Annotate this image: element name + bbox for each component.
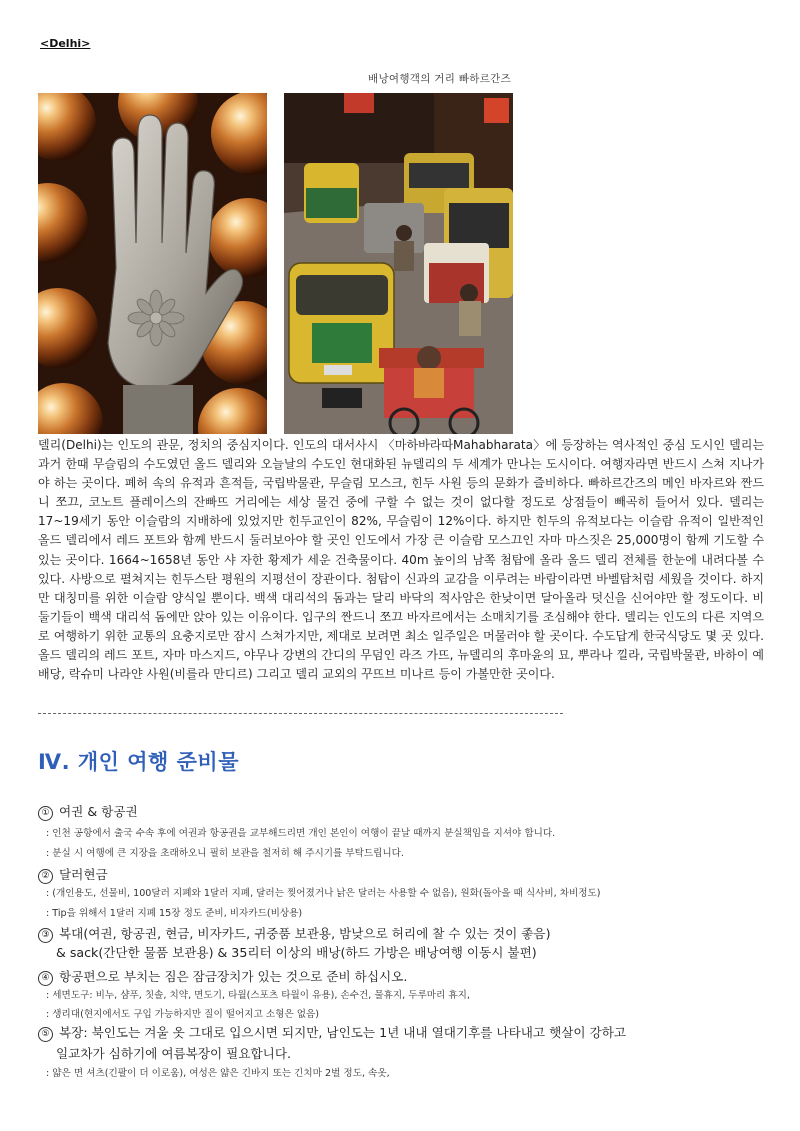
item-title: 복대(여권, 항공권, 현금, 비자카드, 귀중품 보관용, 밤낮으로 허리에 찰 수 있는 것이 좋음)	[59, 926, 551, 941]
street-illustration	[284, 93, 513, 434]
item-title: 여권 & 항공권	[59, 804, 138, 819]
item-title: 항공편으로 부치는 짐은 잠금장치가 있는 것으로 준비 하십시오.	[59, 969, 408, 984]
item-4-note-2: : 생리대(현지에서도 구입 가능하지만 질이 떨어지고 소형은 없음)	[46, 1009, 320, 1020]
item-title: 달러현금	[59, 867, 108, 882]
photo-caption: 배낭여행객의 거리 빠하르간즈	[368, 73, 512, 85]
checklist-item-3	[38, 923, 551, 943]
number-3-icon: ③	[38, 928, 53, 943]
street-rickshaw-photo	[284, 93, 513, 434]
number-4-icon: ④	[38, 971, 53, 986]
delhi-heading-link[interactable]: <Delhi>	[40, 37, 91, 50]
item-2-note-1: : (개인용도, 선물비, 100달러 지폐와 1달러 지폐, 달러는 찢어졌거나 낡은 달러는 사용할 수 없음), 원화(돌아올 때 식사비, 차비정도)	[46, 888, 601, 899]
checklist-item-1	[38, 801, 138, 821]
checklist-item-2	[38, 864, 108, 884]
number-2-icon: ②	[38, 869, 53, 884]
item-3-continuation: & sack(간단한 물품 보관용) & 35리터 이상의 배낭(하드 가방은 배낭여행 이동시 불편)	[56, 945, 537, 960]
checklist-item-4	[38, 966, 407, 986]
number-5-icon: ⑤	[38, 1027, 53, 1042]
hand-statue-illustration	[38, 93, 267, 434]
item-5-note-1: : 얇은 면 셔츠(긴팔이 더 이로움), 여성은 얇은 긴바지 또는 긴치마 2벌 정도, 속옷,	[46, 1068, 390, 1079]
checklist-item-5	[38, 1022, 626, 1042]
dashed-divider	[38, 713, 563, 714]
item-title: 복장: 북인도는 겨울 옷 그대로 입으시면 되지만, 남인도는 1년 내내 열대기후를 나타내고 햇살이 강하고	[59, 1025, 627, 1040]
item-4-note-1: : 세면도구: 비누, 샴푸, 칫솔, 치약, 면도기, 타월(스포츠 타월이 유용), 손수건, 물휴지, 두루마리 휴지,	[46, 990, 470, 1001]
item-1-note-2: : 분실 시 여행에 큰 지장을 초래하오니 필히 보관을 철저히 해 주시기를 부탁드립니다.	[46, 848, 404, 859]
item-1-note-1: : 인천 공항에서 출국 수속 후에 여권과 항공권을 교부해드리면 개인 본인이 여행이 끝날 때까지 분실책임을 지셔야 합니다.	[46, 828, 556, 839]
hand-statue-photo	[38, 93, 267, 434]
number-1-icon: ①	[38, 806, 53, 821]
section-heading: Ⅳ. 개인 여행 준비물	[38, 750, 239, 774]
item-2-note-2: : Tip을 위해서 1달러 지폐 15장 정도 준비, 비자카드(비상용)	[46, 908, 303, 919]
delhi-description-paragraph: 델리(Delhi)는 인도의 관문, 정치의 중심지이다. 인도의 대서사시 〈마하바라따Mahabharata〉에 등장하는 역사적인 중심 도시인 델리는 과거 한때 무슬림의 수도였던 올드 델리와 오늘날의 수도인 현대화된 뉴델리의 두 세계가 만나는 도시이다. 여행자라면 반드시 스쳐 지나가야 하는 곳이다. 폐허 속의 유적과 흔적들, 국립박물관, 무슬림 모스크, 힌두 사원 등의 문화가 즐비하다. 빠하르간즈의 메인 바자르와 짠드니 쪼끄, 코노트 플레이스의 잔빠뜨 거리에는 세상 물건 중에 구할 수 없는 것이 없다할 정도로 상점들이 빼곡히 들어서 있다. 델리는 17~19세기 동안 이슬람의 지배하에 있었지만 힌두교인이 82%, 무슬림이 12%이다. 하지만 힌두의 유적보다는 이슬람 유적이 일반적인 올드 델리에서 레드 포트와 함께 반드시 둘러보아야 할 곳인 인도에서 가장 큰 이슬람 모스끄인 자마 마스짓은 25,000명이 함께 기도할 수 있는 곳이다. 1664~1658년 동안 샤 자한 황제가 세운 건축물이다. 40m 높이의 남쪽 첨탑에 올라 올드 델리 전체를 한눈에 내려다볼 수 있다. 사방으로 펼쳐지는 힌두스탄 평원의 지평선이 장관이다. 첨탑이 신과의 교감을 이루려는 바람이라면 바벨탑처럼 세웠을 것이다. 하지만 대칭미를 위한 이슬람 양식일 뿐이다. 백색 대리석의 돔과는 달리 바닥의 적사암은 한낮이면 달아올라 덧신을 신어야만 할 정도이다. 비둘기들이 백색 대리석 돔에만 앉아 있는 이유이다. 입구의 짠드니 쪼끄 바자르에서는 소매치기를 조심해야 한다. 델리는 인도의 다른 지역으로 여행하기 위한 교통의 요충지로만 잠시 스쳐가지만, 제대로 보려면 최소 일주일은 머물러야 할 곳이다. 수도답게 한국식당도 몇 곳 있다. 올드 델리의 레드 포트, 자마 마스지드, 야무나 강변의 간디의 무덤인 라즈 가뜨, 뉴델리의 후마윤의 묘, 뿌라나 낄라, 국립박물관, 바하이 예배당, 락슈미 나라얀 사원(비를라 만디르) 그리고 델리 교외의 꾸뜨브 미나르 등이 가볼만한 곳이다.	[38, 438, 764, 682]
item-5-continuation: 일교차가 심하기에 여름복장이 필요합니다.	[56, 1046, 291, 1061]
